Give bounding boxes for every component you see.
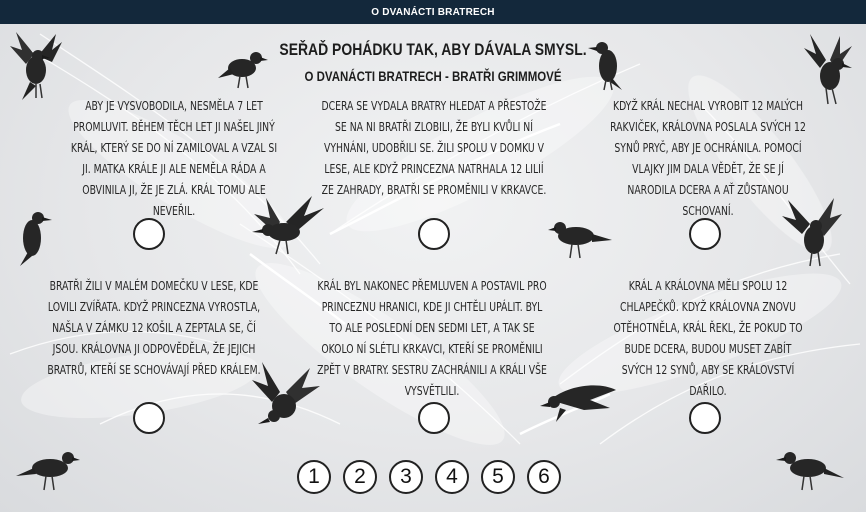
number-token-1[interactable]: 1 <box>297 460 331 494</box>
answer-slot-5[interactable] <box>418 402 450 434</box>
story-card-5: KRÁL BYL NAKONEC PŘEMLUVEN A POSTAVIL PRO PRINCEZNU HRANICI, KDE JI CHTĚLI UPÁLIT. BYL TO ALE POSLEDNÍ DEN SEDMI LET, A TAK SE OKOLO NÍ SLÉTLI KRKAVCI, KTEŘÍ SE PROMĚNILI ZPĚT V BRATRY. SESTRU ZACHRÁNILI A KRÁLI VŠE VYSVĚTLILI. <box>317 279 547 398</box>
title-bar <box>0 0 866 24</box>
answer-slot-2[interactable] <box>418 218 450 250</box>
story-card-1: ABY JE VYSVOBODILA, NESMĚLA 7 LET PROMLUVIT. BĚHEM TĚCH LET JI NAŠEL JINÝ KRÁL, KTERÝ SE DO NÍ ZAMILOVAL A VZAL SI JI. MATKA KRÁLE JI ALE NEMĚLA RÁDA A OBVINILA JI, ŽE JE ZLÁ. KRÁL TOMU ALE NEVEŘIL. <box>70 99 278 218</box>
number-token-4[interactable]: 4 <box>435 460 469 494</box>
crow-icon <box>548 214 614 262</box>
crow-icon <box>12 206 54 268</box>
answer-slot-1[interactable] <box>133 218 165 250</box>
number-token-5[interactable]: 5 <box>481 460 515 494</box>
window-title: O DVANÁCTI BRATRECH <box>371 6 495 18</box>
crow-icon <box>540 380 618 424</box>
story-card-6: KRÁL A KRÁLOVNA MĚLI SPOLU 12 CHLAPEČKŮ. KDYŽ KRÁLOVNA ZNOVU OTĚHOTNĚLA, KRÁL ŘEKL, ŽE POKUD TO BUDE DCERA, BUDOU MUSET ZABÍT SVÝCH 12 SYNŮ, ABY SE KRÁLOVSTVÍ DAŘILO. <box>613 279 803 398</box>
number-token-2[interactable]: 2 <box>343 460 377 494</box>
story-card-3: KDYŽ KRÁL NECHAL VYROBIT 12 MALÝCH RAKVIČEK, KRÁLOVNA POSLALA SVÝCH 12 SYNŮ PRYČ, ABY JE OCHRÁNILA. POMOCÍ VLAJKY JIM DALA VĚDĚT, ŽE SE JÍ NARODILA DCERA A AŤ ZŮSTANOU SCHOVANÍ. <box>610 99 806 218</box>
crow-icon <box>8 28 64 108</box>
crow-icon <box>16 446 80 494</box>
story-subtitle: O DVANÁCTI BRATRECH - BRATŘI GRIMMOVÉ <box>304 68 562 84</box>
answer-slot-4[interactable] <box>133 402 165 434</box>
crow-icon <box>776 446 846 494</box>
number-token-6[interactable]: 6 <box>527 460 561 494</box>
story-card-4: BRATŘI ŽILI V MALÉM DOMEČKU V LESE, KDE LOVILI ZVÍŘATA. KDYŽ PRINCEZNA VYROSTLA, NAŠLA V ZÁMKU 12 KOŠIL A ZEPTALA SE, ČÍ JSOU. KRÁLOVNA JI ODPOVĚDĚLA, ŽE JEJICH BRATRŮ, KTEŘÍ SE SCHOVÁVAJÍ PŘED KRÁLEM. <box>47 279 261 377</box>
answer-slot-3[interactable] <box>689 218 721 250</box>
answer-slot-6[interactable] <box>689 402 721 434</box>
number-token-3[interactable]: 3 <box>389 460 423 494</box>
task-title: SEŘAĎ POHÁDKU TAK, ABY DÁVALA SMYSL. <box>279 40 587 59</box>
story-card-2: DCERA SE VYDALA BRATRY HLEDAT A PŘESTOŽE SE NA NI BRATŘI ZLOBILI, ŽE BYLI KVŮLI NÍ VYHNÁNI, UDOBŘILI SE. ŽILI SPOLU V DOMKU V LESE, ALE KDYŽ PRINCEZNA NATRHALA 12 LILIÍ ZE ZAHRADY, BRATŘI SE PROMĚNILI V KRKAVCE. <box>321 99 547 197</box>
